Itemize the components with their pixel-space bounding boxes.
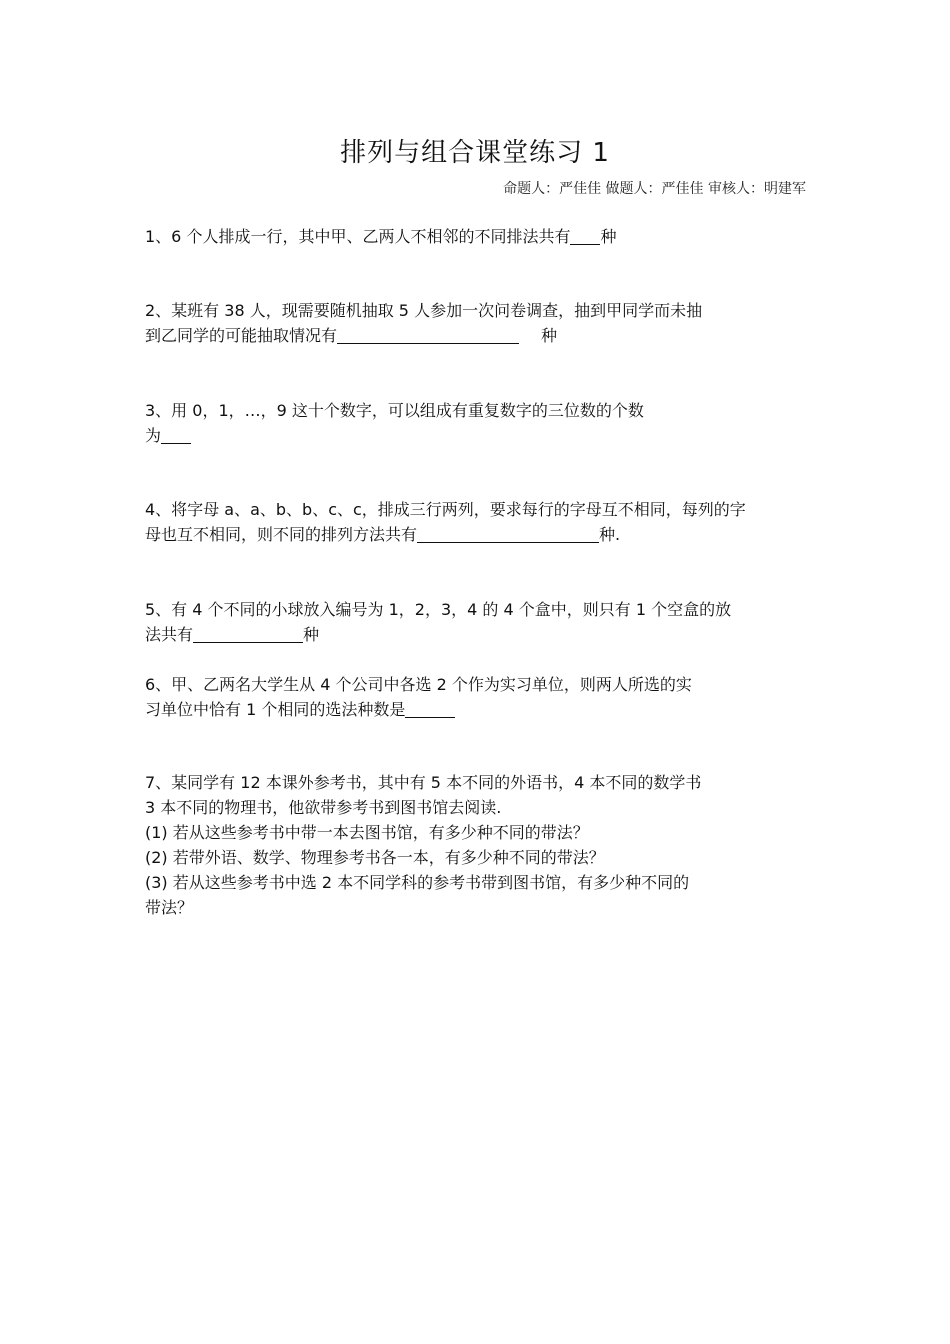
question-7-sub-1: (1) 若从这些参考书中带一本去图书馆，有多少种不同的带法？ xyxy=(145,823,589,842)
question-7-line-2: 3 本不同的物理书，他欲带参考书到图书馆去阅读. xyxy=(145,798,502,817)
page-title: 排列与组合课堂练习 1 xyxy=(340,138,610,168)
question-1-line-1: 1、6 个人排成一行，其中甲、乙两人不相邻的不同排法共有 种 xyxy=(145,227,617,246)
question-2-line-1: 2、某班有 38 人，现需要随机抽取 5 人参加一次问卷调查，抽到甲同学而未抽 xyxy=(145,301,703,320)
question-3 xyxy=(145,398,785,448)
question-7-sub-3: (3) 若从这些参考书中选 2 本不同学科的参考书带到图书馆，有多少种不同的 xyxy=(145,873,690,892)
question-6-line-1: 6、甲、乙两名大学生从 4 个公司中各选 2 个作为实习单位，则两人所选的实 xyxy=(145,675,692,694)
author-credits: 命题人：严佳佳 做题人：严佳佳 审核人：明建军 xyxy=(503,181,806,197)
answer-blank[interactable] xyxy=(405,699,455,718)
question-6-line-2: 习单位中恰有 1 个相同的选法种数是 xyxy=(145,697,785,722)
question-4 xyxy=(145,497,785,547)
answer-blank[interactable] xyxy=(161,425,191,444)
question-4-line-2: 母也互不相同，则不同的排列方法共有 种. xyxy=(145,525,621,544)
question-5-line-1: 5、有 4 个不同的小球放入编号为 1，2，3，4 的 4 个盒中，则只有 1 个空盒的放 xyxy=(145,600,732,619)
answer-blank[interactable] xyxy=(337,325,519,344)
answer-blank[interactable] xyxy=(417,524,599,543)
question-4-line-1: 4、将字母 a、a、b、b、c、c，排成三行两列，要求每行的字母互不相同，每列的字 xyxy=(145,500,746,519)
question-2 xyxy=(145,298,785,348)
question-7-sub-3-cont: 带法？ xyxy=(145,898,194,917)
question-1 xyxy=(145,224,785,249)
question-2-line-2: 到乙同学的可能抽取情况有 种 xyxy=(145,326,558,345)
answer-blank[interactable] xyxy=(193,624,303,643)
question-5-line-2: 法共有 种 xyxy=(145,625,320,644)
answer-blank[interactable] xyxy=(570,226,600,245)
question-3-line-2: 为 xyxy=(145,423,785,448)
question-5 xyxy=(145,597,785,647)
question-7-line-1: 7、某同学有 12 本课外参考书，其中有 5 本不同的外语书，4 本不同的数学书 xyxy=(145,773,702,792)
question-3-line-1: 3、用 0，1，…，9 这十个数字，可以组成有重复数字的三位数的个数 xyxy=(145,401,644,420)
question-7-sub-2: (2) 若带外语、数学、物理参考书各一本，有多少种不同的带法？ xyxy=(145,848,605,867)
question-7 xyxy=(145,770,785,920)
question-6 xyxy=(145,672,785,722)
